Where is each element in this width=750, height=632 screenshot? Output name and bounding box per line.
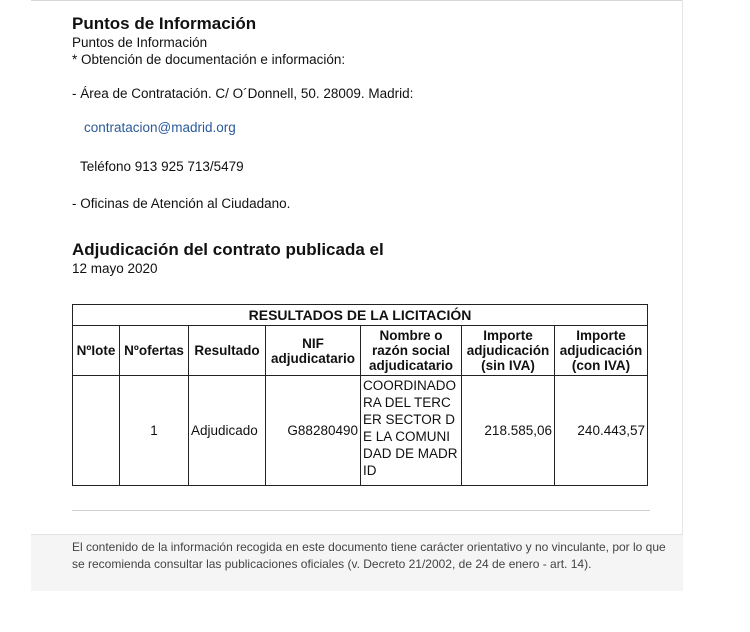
- info-offices: - Oficinas de Atención al Ciudadano.: [72, 196, 291, 211]
- header-importe-sin-iva: Importe adjudicación (sin IVA): [462, 326, 555, 376]
- footer-notice: [31, 534, 683, 591]
- info-section: [72, 14, 672, 277]
- info-obtain: * Obtención de documentación e información:: [72, 52, 346, 67]
- cell-importe-con-iva: 240.443,57: [555, 376, 648, 486]
- results-table: [72, 304, 648, 486]
- table-row: [73, 376, 648, 486]
- info-area: - Área de Contratación. C/ O´Donnell, 50. 28009. Madrid:: [72, 86, 414, 101]
- frame-top-border: [31, 0, 683, 1]
- frame-right-border: [682, 0, 683, 590]
- email-link[interactable]: contratacion@madrid.org: [84, 120, 236, 135]
- header-nombre: Nombre o razón social adjudicatario: [361, 326, 462, 376]
- cell-lote: [73, 376, 120, 486]
- info-subtitle: Puntos de Información: [72, 35, 208, 50]
- header-lote: NºIote: [73, 326, 120, 376]
- award-title: Adjudicación del contrato publicada el: [72, 240, 384, 259]
- cell-nombre: COORDINADORA DEL TERCER SECTOR DE LA COMUNIDAD DE MADRID: [361, 376, 462, 486]
- info-phone: Teléfono 913 925 713/5479: [80, 159, 244, 174]
- header-resultado: Resultado: [189, 326, 266, 376]
- results-caption: RESULTADOS DE LA LICITACIÓN: [73, 305, 648, 326]
- cell-resultado: Adjudicado: [189, 376, 266, 486]
- footer-text: El contenido de la información recogida en este documento tiene carácter orientativo y no vinculante, por lo que se recomienda consultar las publicaciones oficiales (v. Decreto 21/2002, de 24 de enero - art. 14).: [72, 540, 666, 571]
- cell-importe-sin-iva: 218.585,06: [462, 376, 555, 486]
- divider: [72, 510, 650, 511]
- award-date: 12 mayo 2020: [72, 261, 158, 276]
- cell-ofertas: 1: [120, 376, 189, 486]
- header-ofertas: Nºofertas: [120, 326, 189, 376]
- cell-nif: G88280490: [266, 376, 361, 486]
- header-importe-con-iva: Importe adjudicación (con IVA): [555, 326, 648, 376]
- header-nif: NIF adjudicatario: [266, 326, 361, 376]
- info-title: Puntos de Información: [72, 14, 257, 33]
